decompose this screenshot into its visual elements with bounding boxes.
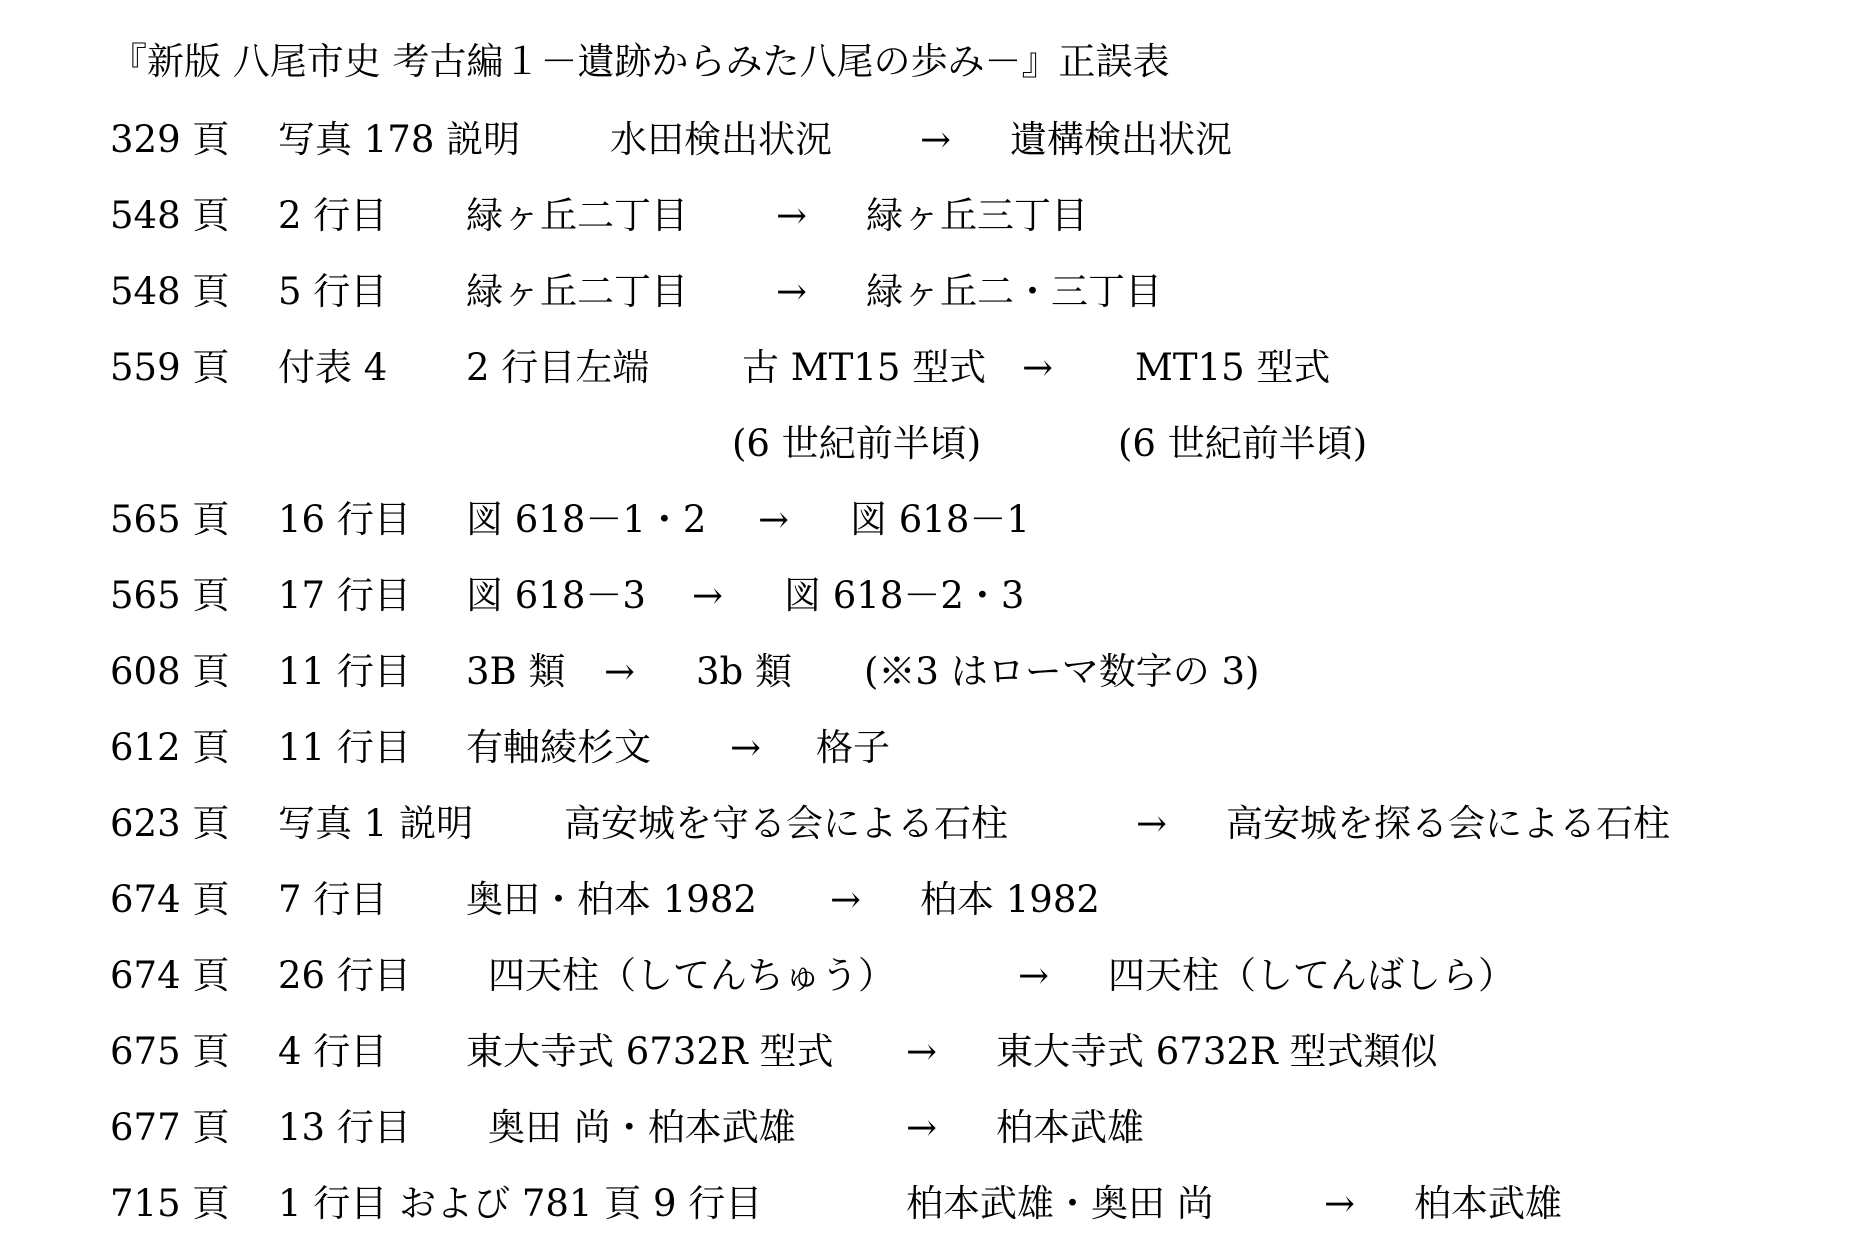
wrong-text: 四天柱（してんちゅう） <box>488 954 895 997</box>
page-cell: 608 頁 <box>110 650 230 693</box>
wrong-text: 3B 類 <box>466 650 566 693</box>
title-text: 『新版 八尾市史 考古編１－遺跡からみた八尾の歩み－』正誤表 <box>110 40 1170 83</box>
page-cell: 675 頁 <box>110 1030 230 1073</box>
correct-text: 柏本 1982 <box>920 878 1100 921</box>
arrow-symbol: → <box>1324 1182 1356 1225</box>
page-cell: 565 頁 <box>110 574 230 617</box>
correct-text: 図 618－2・3 <box>784 574 1025 617</box>
arrow-symbol: → <box>692 574 724 617</box>
arrow-symbol: → <box>906 1106 938 1149</box>
correct-text: 緑ヶ丘三丁目 <box>866 194 1088 237</box>
wrong-text: 有軸綾杉文 <box>466 726 651 769</box>
page-cell: 612 頁 <box>110 726 230 769</box>
arrow-symbol: → <box>730 726 762 769</box>
correct-text: 3b 類 <box>696 650 792 693</box>
wrong-text: 図 618－3 <box>466 574 646 617</box>
correct-text: 東大寺式 6732R 型式類似 <box>996 1030 1438 1073</box>
location-cell: 写真 1 説明 <box>278 802 474 845</box>
arrow-symbol: → <box>604 650 636 693</box>
location-cell: 16 行目 <box>278 498 411 541</box>
location-cell: 2 行目 <box>278 194 388 237</box>
page-cell: 715 頁 <box>110 1182 230 1225</box>
location-cell: 4 行目 <box>278 1030 388 1073</box>
correct-text: 遺構検出状況 <box>1010 118 1232 161</box>
wrong-text: 古 MT15 型式 <box>742 346 987 389</box>
wrong-text: 緑ヶ丘二丁目 <box>466 194 688 237</box>
arrow-symbol: → <box>776 194 808 237</box>
arrow-symbol: → <box>1018 954 1050 997</box>
page-cell: 548 頁 <box>110 194 230 237</box>
arrow-symbol: → <box>920 118 952 161</box>
location-cell: 11 行目 <box>278 650 411 693</box>
page-cell: 548 頁 <box>110 270 230 313</box>
location-cell: 17 行目 <box>278 574 411 617</box>
wrong-text: 奥田・柏本 1982 <box>466 878 757 921</box>
location-cell: 7 行目 <box>278 878 388 921</box>
wrong-note: (6 世紀前半頃) <box>732 422 982 465</box>
wrong-text: 緑ヶ丘二丁目 <box>466 270 688 313</box>
wrong-text: 柏本武雄・奥田 尚 <box>906 1182 1214 1225</box>
correct-text: 格子 <box>816 726 890 769</box>
page-cell: 674 頁 <box>110 954 230 997</box>
wrong-text: 水田検出状況 <box>610 118 832 161</box>
page-cell: 674 頁 <box>110 878 230 921</box>
correct-text: 柏本武雄 <box>996 1106 1144 1149</box>
correct-text: 緑ヶ丘二・三丁目 <box>866 270 1162 313</box>
wrong-text: 図 618－1・2 <box>466 498 707 541</box>
location-cell: 11 行目 <box>278 726 411 769</box>
arrow-symbol: → <box>776 270 808 313</box>
arrow-symbol: → <box>830 878 862 921</box>
location-cell: 写真 178 説明 <box>278 118 521 161</box>
arrow-symbol: → <box>758 498 790 541</box>
wrong-text: 奥田 尚・柏本武雄 <box>488 1106 796 1149</box>
arrow-symbol: → <box>1136 802 1168 845</box>
correct-text: 図 618－1 <box>850 498 1030 541</box>
correct-text: 四天柱（してんばしら） <box>1108 954 1515 997</box>
wrong-text: 高安城を守る会による石柱 <box>564 802 1008 845</box>
correct-text: MT15 型式 <box>1135 346 1331 389</box>
correct-text: 柏本武雄 <box>1414 1182 1562 1225</box>
page-cell: 559 頁 <box>110 346 230 389</box>
page-cell: 329 頁 <box>110 118 230 161</box>
arrow-symbol: → <box>906 1030 938 1073</box>
location-cell: 5 行目 <box>278 270 388 313</box>
page-cell: 623 頁 <box>110 802 230 845</box>
wrong-text: 東大寺式 6732R 型式 <box>466 1030 834 1073</box>
location-cell: 1 行目 および 781 頁 9 行目 <box>278 1182 763 1225</box>
correct-note: (6 世紀前半頃) <box>1118 422 1368 465</box>
location-cell: 13 行目 <box>278 1106 411 1149</box>
correct-text: 高安城を探る会による石柱 <box>1226 802 1670 845</box>
page-cell: 565 頁 <box>110 498 230 541</box>
location-cell: 26 行目 <box>278 954 411 997</box>
location-detail: 2 行目左端 <box>466 346 650 389</box>
note-text: (※3 はローマ数字の 3) <box>864 650 1260 693</box>
arrow-symbol: → <box>1022 346 1054 389</box>
page-cell: 677 頁 <box>110 1106 230 1149</box>
location-cell: 付表 4 <box>278 346 388 389</box>
